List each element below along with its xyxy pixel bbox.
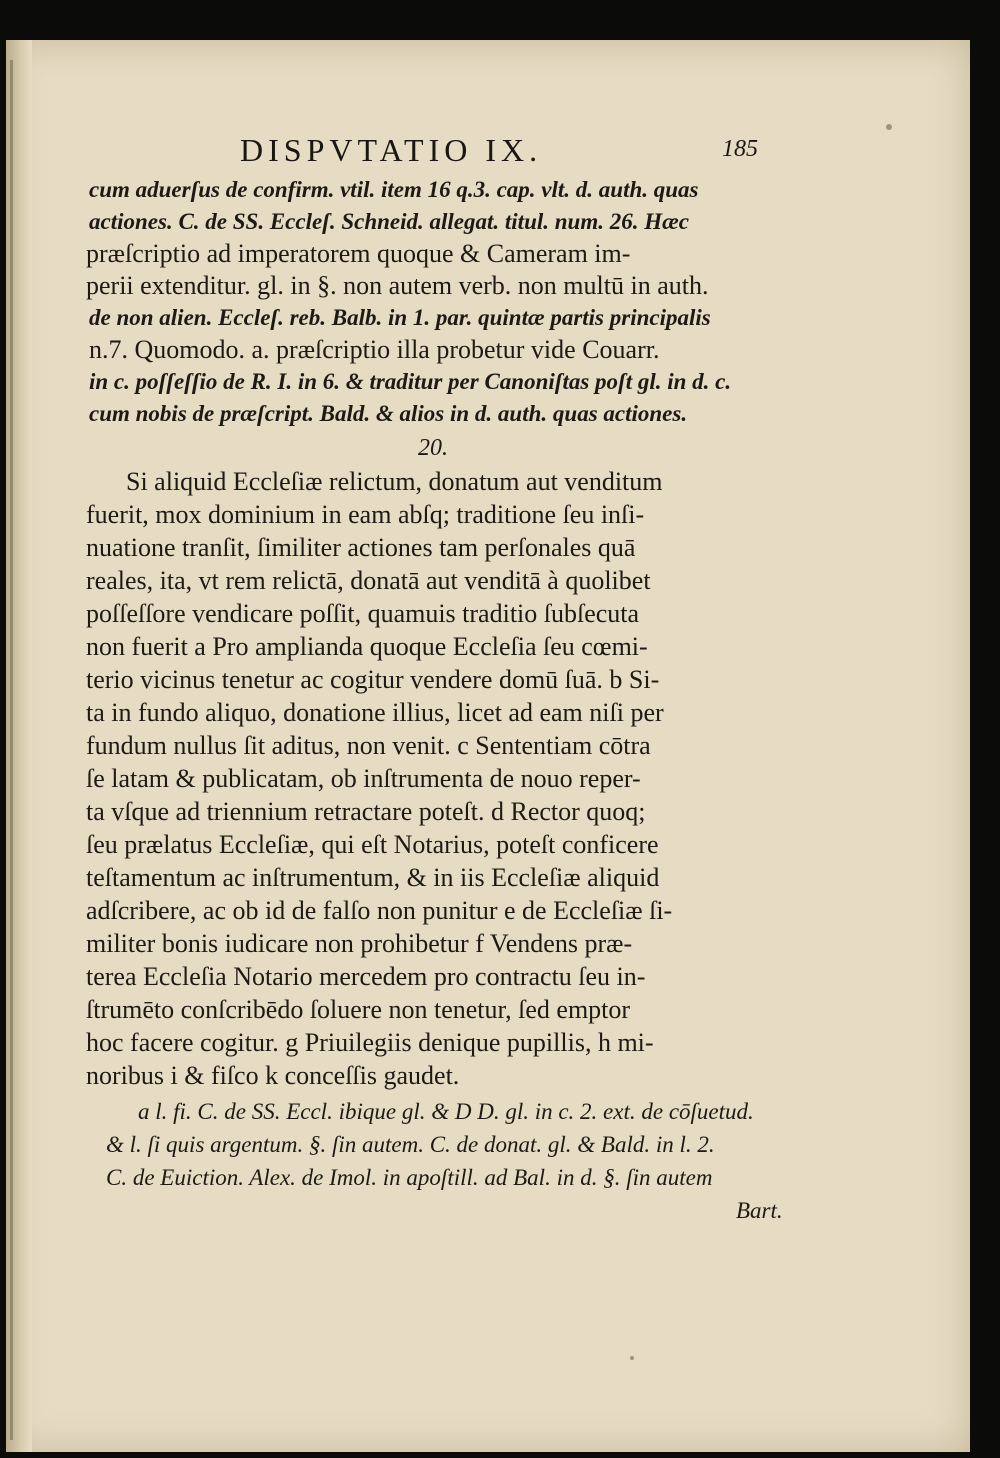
body-line: reales, ita, vt rem relictā, donatā aut venditā à quolibet: [86, 566, 651, 595]
binding-edge-shadow: [10, 60, 13, 1440]
section-number: 20.: [418, 435, 448, 461]
catchword: Bart.: [736, 1198, 783, 1223]
body-line: adſcribere, ac ob id de falſo non punitur e de Eccleſiæ ſi-: [86, 896, 673, 925]
footnote-line: C. de Euiction. Alex. de Imol. in apoſtill. ad Bal. in d. §. ſin autem: [106, 1165, 713, 1190]
running-head: DISPVTATIO IX.: [240, 132, 543, 168]
body-line: poſſeſſore vendicare poſſit, quamuis traditio ſubſecuta: [86, 599, 640, 628]
body-line: perii extenditur. gl. in §. non autem verb. non multū in auth.: [86, 271, 709, 300]
body-line: ta vſque ad triennium retractare poteſt. d Rector quoq;: [86, 797, 646, 826]
body-line: Si aliquid Eccleſiæ relictum, donatum aut venditum: [126, 467, 663, 496]
body-line: n.7. Quomodo. a. præſcriptio illa probetur vide Couarr.: [89, 335, 660, 364]
body-line: actiones. C. de SS. Eccleſ. Schneid. allegat. titul. num. 26. Hæc: [89, 209, 689, 234]
body-line: terea Eccleſia Notario mercedem pro contractu ſeu in-: [86, 962, 646, 991]
body-line: ta in fundo aliquo, donatione illius, licet ad eam niſi per: [86, 698, 664, 727]
body-line: fuerit, mox dominium in eam abſq; traditione ſeu inſi-: [86, 500, 645, 529]
body-line: cum nobis de præſcript. Bald. & alios in d. auth. quas actiones.: [89, 401, 688, 426]
footnote-line: a l. fi. C. de SS. Eccl. ibique gl. & D D. gl. in c. 2. ext. de cōſuetud.: [138, 1099, 754, 1124]
body-line: ſtrumēto conſcribēdo ſoluere non tenetur, ſed emptor: [86, 995, 631, 1024]
body-line: non fuerit a Pro amplianda quoque Eccleſia ſeu cœmi-: [86, 632, 648, 661]
paper-blemish: [630, 1356, 634, 1360]
body-line: de non alien. Eccleſ. reb. Balb. in 1. par. quintæ partis principalis: [89, 305, 711, 330]
body-line: teſtamentum ac inſtrumentum, & in iis Eccleſiæ aliquid: [86, 863, 660, 892]
body-line: terio vicinus tenetur ac cogitur vendere domū ſuā. b Si-: [86, 665, 660, 694]
body-line: ſe latam & publicatam, ob inſtrumenta de nouo reper-: [86, 764, 641, 793]
footnote-line: & l. ſi quis argentum. §. ſin autem. C. de donat. gl. & Bald. in l. 2.: [106, 1132, 715, 1157]
paper-blemish: [886, 124, 892, 130]
page-number: 185: [722, 136, 758, 162]
body-line: fundum nullus ſit aditus, non venit. c Sententiam cōtra: [86, 731, 651, 760]
body-line: nuatione tranſit, ſimiliter actiones tam perſonales quā: [86, 533, 636, 562]
body-line: militer bonis iudicare non prohibetur f Vendens præ-: [86, 929, 633, 958]
body-line: hoc facere cogitur. g Priuilegiis denique pupillis, h mi-: [86, 1028, 654, 1057]
body-line: præſcriptio ad imperatorem quoque & Cameram im-: [86, 239, 631, 268]
body-line: in c. poſſeſſio de R. I. in 6. & traditur per Canoniſtas poſt gl. in d. c.: [89, 369, 732, 394]
body-line: ſeu prælatus Eccleſiæ, qui eſt Notarius, poteſt conficere: [86, 830, 659, 859]
book-page: [6, 40, 970, 1452]
body-line: noribus i & fiſco k conceſſis gaudet.: [86, 1061, 460, 1090]
body-line: cum aduerſus de confirm. vtil. item 16 q.3. cap. vlt. d. auth. quas: [89, 177, 699, 202]
